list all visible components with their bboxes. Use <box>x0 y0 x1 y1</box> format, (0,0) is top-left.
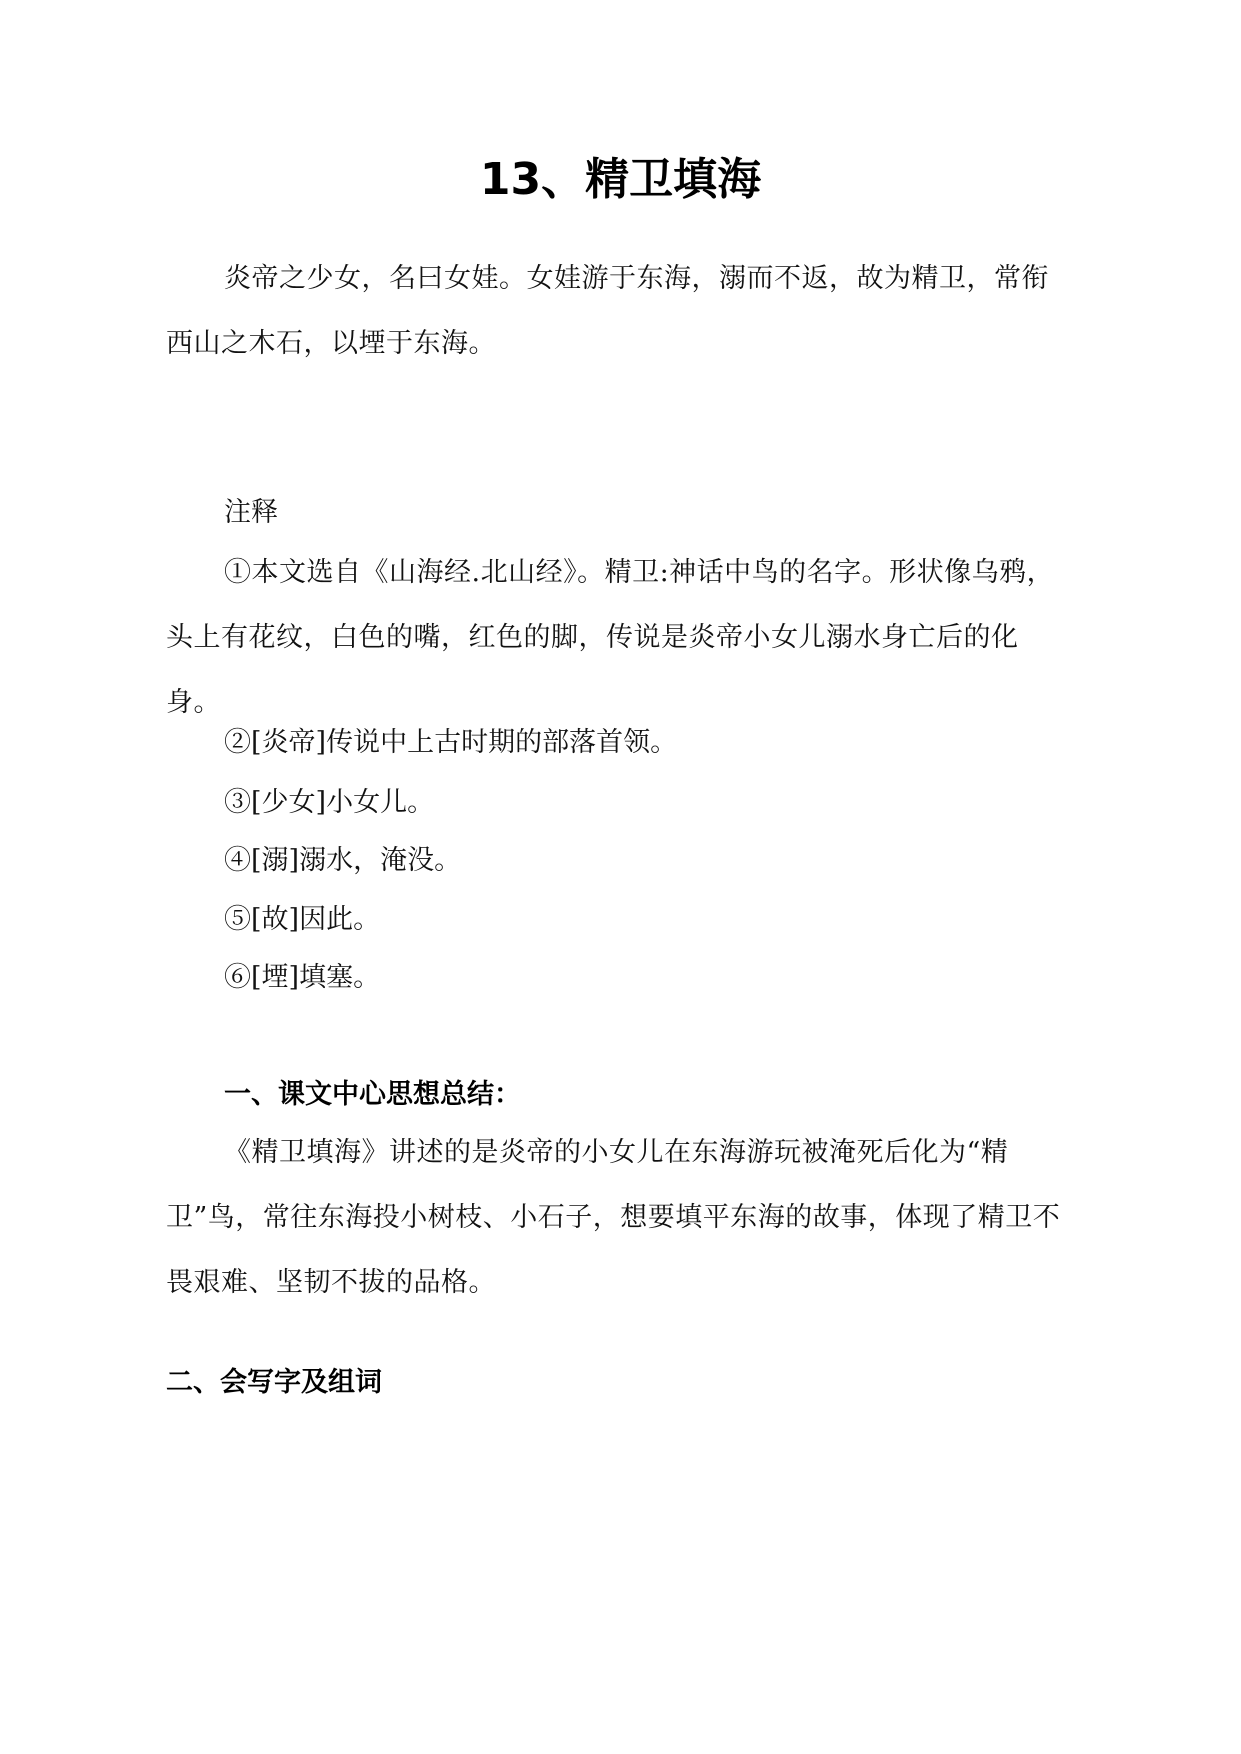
note-item-3: ③[少女]小女儿。 <box>224 787 435 818</box>
note-item-5: ⑤[故]因此。 <box>224 904 381 935</box>
original-text-paragraph: 炎帝之少女，名曰女娃。女娃游于东海，溺而不返，故为精卫，常衔西山之木石，以堙于东海。 <box>166 263 1049 359</box>
note-item-6: ⑥[堙]填塞。 <box>224 962 381 993</box>
page-title: 13、精卫填海 <box>479 154 762 205</box>
note-item-4: ④[溺]溺水，淹没。 <box>224 845 462 876</box>
note-item-2: ②[炎帝]传说中上古时期的部落首领。 <box>224 727 678 758</box>
section-2-heading: 二、会写字及组词 <box>166 1367 382 1398</box>
section-1-heading: 一、课文中心思想总结： <box>224 1079 521 1110</box>
notes-heading: 注释 <box>224 497 278 528</box>
note-item-1: ①本文选自《山海经.北山经》。精卫:神话中鸟的名字。形状像乌鸦，头上有花纹，白色的嘴，红色的脚，传说是炎帝小女儿溺水身亡后的化身。 <box>166 557 1055 718</box>
section-1-body: 《精卫填海》讲述的是炎帝的小女儿在东海游玩被淹死后化为“精卫”鸟，常往东海投小树枝、小石子，想要填平东海的故事，体现了精卫不畏艰难、坚韧不拔的品格。 <box>166 1137 1061 1298</box>
